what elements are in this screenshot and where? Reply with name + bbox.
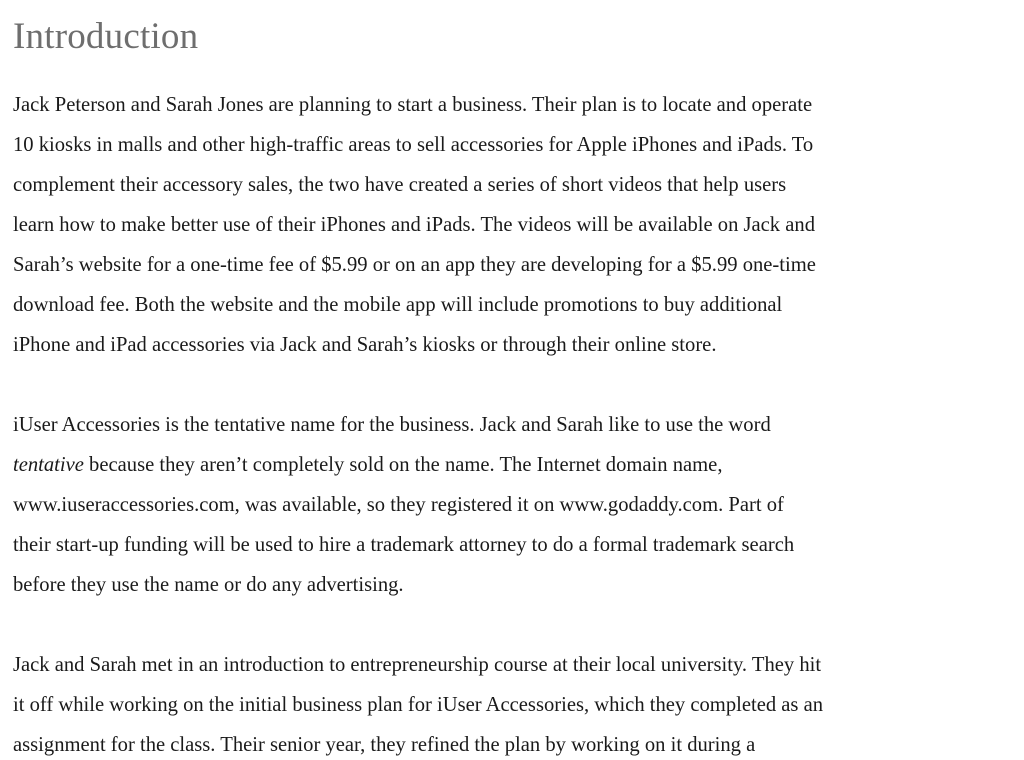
text-line: Jack and Sarah met in an introduction to entrepreneurship course at their local university. They hit <box>13 654 822 676</box>
text-line: assignment for the class. Their senior year, they refined the plan by working on it during a <box>13 734 756 756</box>
paragraph-1 <box>13 85 1012 365</box>
text-line: www.iuseraccessories.com, was available, so they registered it on www.godaddy.com. Part of <box>13 494 784 516</box>
text-run: because they aren’t completely sold on the name. The Internet domain name, <box>83 454 723 476</box>
text-line: it off while working on the initial business plan for iUser Accessories, which they completed as an <box>13 694 824 716</box>
text-line: complement their accessory sales, the two have created a series of short videos that help users <box>13 174 787 196</box>
text-line: Jack Peterson and Sarah Jones are planning to start a business. Their plan is to locate and operate <box>13 94 813 116</box>
text-line: their start-up funding will be used to hire a trademark attorney to do a formal trademark search <box>13 534 795 556</box>
text-line: download fee. Both the website and the mobile app will include promotions to buy additional <box>13 294 783 316</box>
italic-word: tentative <box>13 454 84 476</box>
text-line: Sarah’s website for a one-time fee of $5.99 or on an app they are developing for a $5.99 one-time <box>13 254 816 276</box>
paragraph-3 <box>13 645 1012 760</box>
text-line: before they use the name or do any advertising. <box>13 574 404 596</box>
text-line: learn how to make better use of their iPhones and iPads. The videos will be available on Jack and <box>13 214 815 236</box>
text-line <box>13 445 1012 485</box>
text-line: 10 kiosks in malls and other high-traffic areas to sell accessories for Apple iPhones and iPads. To <box>13 134 814 156</box>
text-line: iUser Accessories is the tentative name for the business. Jack and Sarah like to use the word <box>13 414 771 436</box>
paragraph-2 <box>13 405 1012 605</box>
section-heading: Introduction <box>13 16 199 57</box>
text-line: iPhone and iPad accessories via Jack and Sarah’s kiosks or through their online store. <box>13 334 717 356</box>
